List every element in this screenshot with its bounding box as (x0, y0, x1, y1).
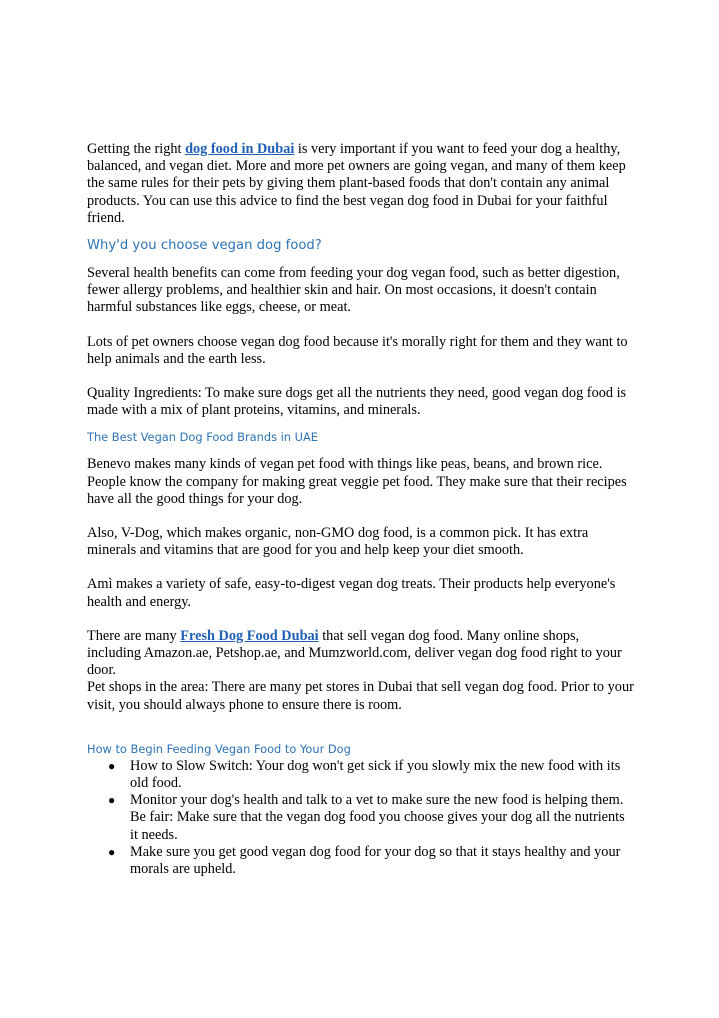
list-item: ● Monitor your dog's health and talk to a vet to make sure the new food is helping them. Be fair: Make sure that the vegan dog food you choose gives your dog all the nutrients it needs. (108, 792, 625, 843)
ami-paragraph: Amì makes a variety of safe, easy-to-digest vegan dog treats. Their products help everyone's health and energy. (87, 576, 616, 610)
fresh-dog-food-dubai-link[interactable]: Fresh Dog Food Dubai (180, 627, 319, 644)
v-dog-paragraph: Also, V-Dog, which makes organic, non-GMO dog food, is a common pick. It has extra minerals and vitamins that are good for you and help keep your diet smooth. (87, 525, 589, 559)
quality-ingredients-paragraph: Quality Ingredients: To make sure dogs get all the nutrients they need, good vegan dog food is made with a mix of plant proteins, vitamins, and minerals. (87, 385, 627, 419)
list-item: ● Make sure you get good vegan dog food for your dog so that it stays healthy and your morals are upheld. (108, 843, 621, 878)
moral-reasons-paragraph: Lots of pet owners choose vegan dog food because it's morally right for them and they want to help animals and the earth less. (87, 333, 628, 367)
health-benefits-paragraph: Several health benefits can come from feeding your dog vegan food, such as better digestion, fewer allergy problems, and healthier skin and hair. On most occasions, it doesn't contain harmful substances like eggs, cheese, or meat. (87, 265, 620, 316)
bullet-icon: ● (108, 844, 116, 859)
dog-food-in-dubai-link[interactable]: dog food in Dubai (185, 141, 295, 157)
list-item: ● How to Slow Switch: Your dog won't get sick if you slowly mix the new food with its old food. (108, 757, 621, 792)
section-heading-best-brands: The Best Vegan Dog Food Brands in UAE (87, 430, 318, 445)
benevo-paragraph: Benevo makes many kinds of vegan pet food with things like peas, beans, and brown rice. People know the company for making great veggie pet food. They make sure that their recipes have all the good things for your dog. (87, 456, 627, 507)
bullet-icon: ● (108, 793, 116, 808)
pet-shops-paragraph: Pet shops in the area: There are many pet stores in Dubai that sell vegan dog food. Prior to your visit, you should always phone to ensure there is room. (87, 679, 634, 713)
section-heading-how-to-begin: How to Begin Feeding Vegan Food to Your Dog (87, 741, 351, 756)
bullet-icon: ● (108, 758, 116, 773)
online-shops-paragraph: There are many Fresh Dog Food Dubai that sell vegan dog food. Many online shops, including Amazon.ae, Petshop.ae, and Mumzworld.com, deliver vegan dog food right to your door. (87, 627, 622, 679)
document-page (87, 141, 635, 878)
feeding-tips-list (87, 758, 635, 878)
intro-paragraph: Getting the right dog food in Dubai is very important if you want to feed your dog a healthy, balanced, and vegan diet. More and more pet owners are going vegan, and many of them keep the same rules for their pets by giving them plant-based foods that don't contain any animal products. You can use this advice to find the best vegan dog food in Dubai for your faithful friend. (87, 141, 626, 226)
section-heading-why-vegan: Why'd you choose vegan dog food? (87, 238, 322, 254)
